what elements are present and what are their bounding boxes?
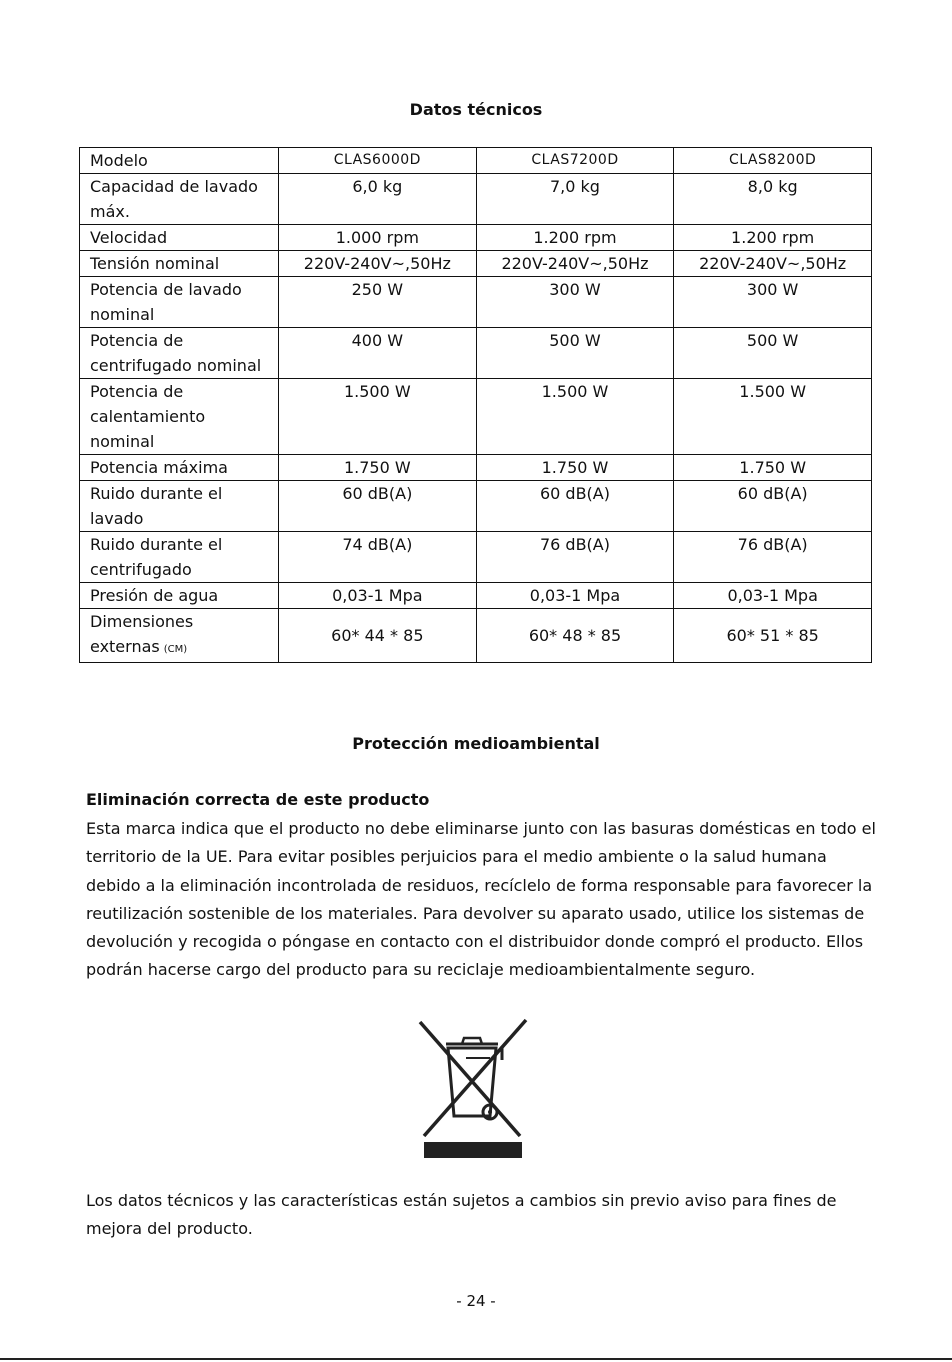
cell-value: 7,0 kg bbox=[476, 174, 674, 225]
cell-value: 60 dB(A) bbox=[674, 481, 872, 532]
row-label: Ruido durante el lavado bbox=[80, 481, 279, 532]
cell-value: 1.500 W bbox=[279, 379, 477, 455]
specs-table bbox=[79, 147, 872, 663]
row-label bbox=[80, 609, 279, 663]
cell-value: 1.500 W bbox=[476, 379, 674, 455]
cell-value: 400 W bbox=[279, 328, 477, 379]
environment-title: Protección medioambiental bbox=[352, 734, 600, 753]
row-label: Presión de agua bbox=[80, 583, 279, 609]
cell-value: 1.200 rpm bbox=[476, 225, 674, 251]
disposal-heading: Eliminación correcta de este producto bbox=[86, 790, 430, 809]
row-label: Capacidad de lavado máx. bbox=[80, 174, 279, 225]
dimensions-label: Dimensiones externas bbox=[90, 612, 194, 656]
row-label: Ruido durante el centrifugado bbox=[80, 532, 279, 583]
bottom-divider bbox=[0, 1358, 952, 1360]
table-row bbox=[80, 609, 872, 663]
row-label: Potencia máxima bbox=[80, 455, 279, 481]
cell-value: 76 dB(A) bbox=[674, 532, 872, 583]
specs-title: Datos técnicos bbox=[409, 100, 543, 119]
model-name: CLAS6000D bbox=[279, 148, 477, 174]
cell-value: 1.750 W bbox=[476, 455, 674, 481]
table-header-label: Modelo bbox=[80, 148, 279, 174]
table-row bbox=[80, 251, 872, 277]
dimensions-unit: (CM) bbox=[163, 644, 188, 655]
cell-value: 60 dB(A) bbox=[476, 481, 674, 532]
crossed-out-wheelie-bin-icon bbox=[416, 1018, 528, 1162]
cell-value: 6,0 kg bbox=[279, 174, 477, 225]
table-row bbox=[80, 277, 872, 328]
page-number: - 24 - bbox=[456, 1292, 496, 1310]
row-label: Potencia de centrifugado nominal bbox=[80, 328, 279, 379]
cell-value: 250 W bbox=[279, 277, 477, 328]
cell-value: 0,03-1 Mpa bbox=[279, 583, 477, 609]
cell-value: 1.500 W bbox=[674, 379, 872, 455]
row-label: Velocidad bbox=[80, 225, 279, 251]
cell-value: 60* 44 * 85 bbox=[279, 609, 477, 663]
table-row bbox=[80, 481, 872, 532]
cell-value: 300 W bbox=[476, 277, 674, 328]
table-row bbox=[80, 532, 872, 583]
disposal-paragraph: Esta marca indica que el producto no debe eliminarse junto con las basuras domésticas en todo el territorio de la UE. Para evitar posibles perjuicios para el medio ambiente o la salud humana debido a la eliminación incontrolada de residuos, recíclelo de forma responsable para favorecer la reutilización sostenible de los materiales. Para devolver su aparato usado, utilice los sistemas de devolución y recogida o póngase en contacto con el distribuidor donde compró el producto. Ellos podrán hacerse cargo del producto para su reciclaje medioambientalmente seguro. bbox=[86, 819, 876, 980]
table-row bbox=[80, 174, 872, 225]
cell-value: 1.200 rpm bbox=[674, 225, 872, 251]
cell-value: 220V-240V~,50Hz bbox=[279, 251, 477, 277]
cell-value: 220V-240V~,50Hz bbox=[476, 251, 674, 277]
cell-value: 60 dB(A) bbox=[279, 481, 477, 532]
cell-value: 1.750 W bbox=[279, 455, 477, 481]
model-name: CLAS8200D bbox=[674, 148, 872, 174]
cell-value: 60* 51 * 85 bbox=[674, 609, 872, 663]
table-row bbox=[80, 379, 872, 455]
row-label: Tensión nominal bbox=[80, 251, 279, 277]
cell-value: 74 dB(A) bbox=[279, 532, 477, 583]
row-label: Potencia de calentamiento nominal bbox=[80, 379, 279, 455]
table-row bbox=[80, 455, 872, 481]
table-header-row bbox=[80, 148, 872, 174]
cell-value: 220V-240V~,50Hz bbox=[674, 251, 872, 277]
cell-value: 1.000 rpm bbox=[279, 225, 477, 251]
cell-value: 300 W bbox=[674, 277, 872, 328]
table-row bbox=[80, 225, 872, 251]
notice-paragraph: Los datos técnicos y las características están sujetos a cambios sin previo aviso para fines de mejora del producto. bbox=[86, 1191, 837, 1239]
table-row bbox=[80, 583, 872, 609]
row-label: Potencia de lavado nominal bbox=[80, 277, 279, 328]
cell-value: 8,0 kg bbox=[674, 174, 872, 225]
cell-value: 60* 48 * 85 bbox=[476, 609, 674, 663]
cell-value: 500 W bbox=[476, 328, 674, 379]
cell-value: 0,03-1 Mpa bbox=[476, 583, 674, 609]
model-name: CLAS7200D bbox=[476, 148, 674, 174]
cell-value: 76 dB(A) bbox=[476, 532, 674, 583]
cell-value: 1.750 W bbox=[674, 455, 872, 481]
table-row bbox=[80, 328, 872, 379]
cell-value: 500 W bbox=[674, 328, 872, 379]
cell-value: 0,03-1 Mpa bbox=[674, 583, 872, 609]
